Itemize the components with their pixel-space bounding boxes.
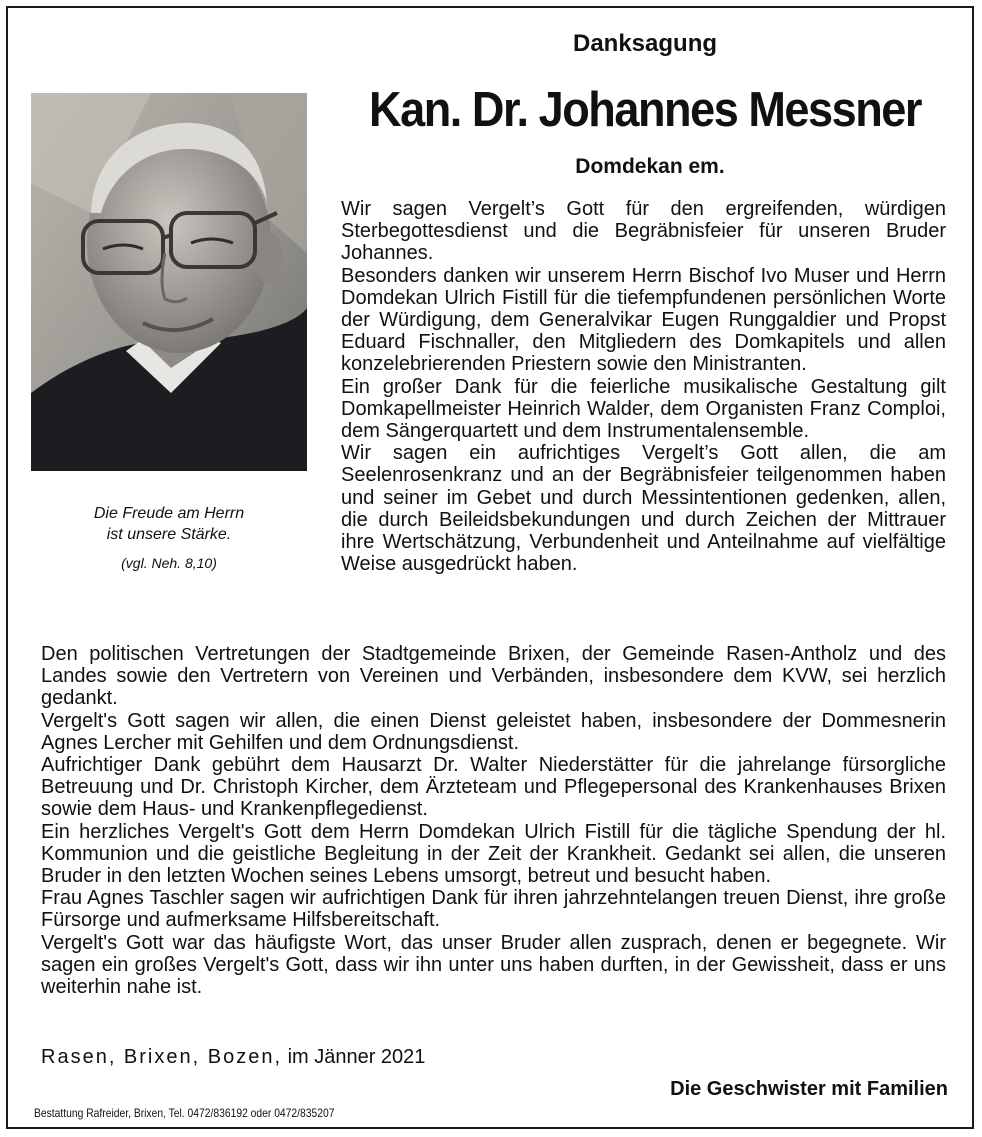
place-and-date [41, 1046, 425, 1069]
notice-heading: Danksagung [572, 30, 718, 57]
date: im Jänner 2021 [287, 1046, 426, 1068]
paragraph: Vergelt's Gott war das häufigste Wort, das unser Bruder allen zusprach, denen er begegnete. Wir sagen ein großes Vergelt's Gott, dass wir ihn unter uns haben durften, in der Gewissheit, dass er uns weiterhin nahe ist. [41, 931, 946, 999]
place-names: Rasen, Brixen, Bozen, [41, 1046, 282, 1068]
photo-caption [31, 503, 307, 573]
funeral-home-footer: Bestattung Rafreider, Brixen, Tel. 0472/836192 oder 0472/835207 [34, 1106, 335, 1120]
signature: Die Geschwister mit Familien [670, 1078, 948, 1100]
deceased-name: Kan. Dr. Johannes Messner [369, 83, 921, 137]
paragraph: Frau Agnes Taschler sagen wir aufrichtigen Dank für ihren jahrzehntelangen treuen Dienst, ihre große Fürsorge und aufmerksame Hilfsbereitschaft. [41, 887, 946, 932]
paragraph: Vergelt's Gott sagen wir allen, die einen Dienst geleistet haben, insbesondere der Dommesnerin Agnes Lercher mit Gehilfen und dem Ordnungsdienst. [41, 709, 946, 754]
caption-line-1: Die Freude am Herrn [93, 505, 245, 522]
right-column-text [341, 198, 946, 575]
paragraph: Den politischen Vertretungen der Stadtgemeinde Brixen, der Gemeinde Rasen-Antholz und des Landes sowie den Vertretern von Vereinen und Verbänden, insbesondere dem KVW, sei herzlich gedankt. [41, 643, 946, 710]
paragraph: Wir sagen ein aufrichtiges Vergelt’s Gott allen, die am Seelenrosenkranz und an der Begräbnisfeier teilgenommen haben und seiner im Gebet und durch Messintentionen gedenken, allen, die durch Beileidsbekundungen und durch Zeichen der Mittrauer ihre Wertschätzung, Verbundenheit und Anteilnahme auf vielfältige Weise ausgedrückt haben. [341, 442, 946, 576]
paragraph: Ein großer Dank für die feierliche musikalische Gestaltung gilt Domkapellmeister Heinrich Walder, dem Organisten Franz Comploi, dem Sängerquartett und dem Instrumentalensemble. [341, 375, 946, 443]
paragraph: Besonders danken wir unserem Herrn Bischof Ivo Muser und Herrn Domdekan Ulrich Fistill für die tiefempfundenen persönlichen Worte der Würdigung, dem Generalvikar Eugen Runggaldier und Propst Eduard Fischnaller, den Mitgliedern des Domkapitels und allen konzelebrierenden Priestern sowie den Ministranten. [341, 264, 946, 376]
paragraph: Wir sagen Vergelt’s Gott für den ergreifenden, würdigen Sterbegottesdienst und die Begräbnisfeier für unseren Bruder Johannes. [341, 198, 946, 265]
deceased-title: Domdekan em. [575, 155, 725, 178]
caption-reference: (vgl. Neh. 8,10) [121, 555, 217, 571]
portrait-illustration-icon [31, 93, 307, 471]
paragraph: Aufrichtiger Dank gebührt dem Hausarzt Dr. Walter Niederstätter für die jahrelange fürsorgliche Betreuung und Dr. Christoph Kircher, dem Ärzteteam und Pflegepersonal des Krankenhauses Brixen sowie dem Haus- und Krankenpflegedienst. [41, 754, 946, 821]
full-width-text [41, 643, 946, 998]
caption-line-2: ist unsere Stärke. [106, 526, 232, 543]
portrait-photo [31, 93, 307, 471]
paragraph: Ein herzliches Vergelt's Gott dem Herrn Domdekan Ulrich Fistill für die tägliche Spendung der hl. Kommunion und die geistliche Begleitung in der Zeit der Krankheit. Gedankt sei allen, die unseren Bruder in den letzten Wochen seines Lebens umsorgt, betreut und besucht haben. [41, 820, 946, 888]
